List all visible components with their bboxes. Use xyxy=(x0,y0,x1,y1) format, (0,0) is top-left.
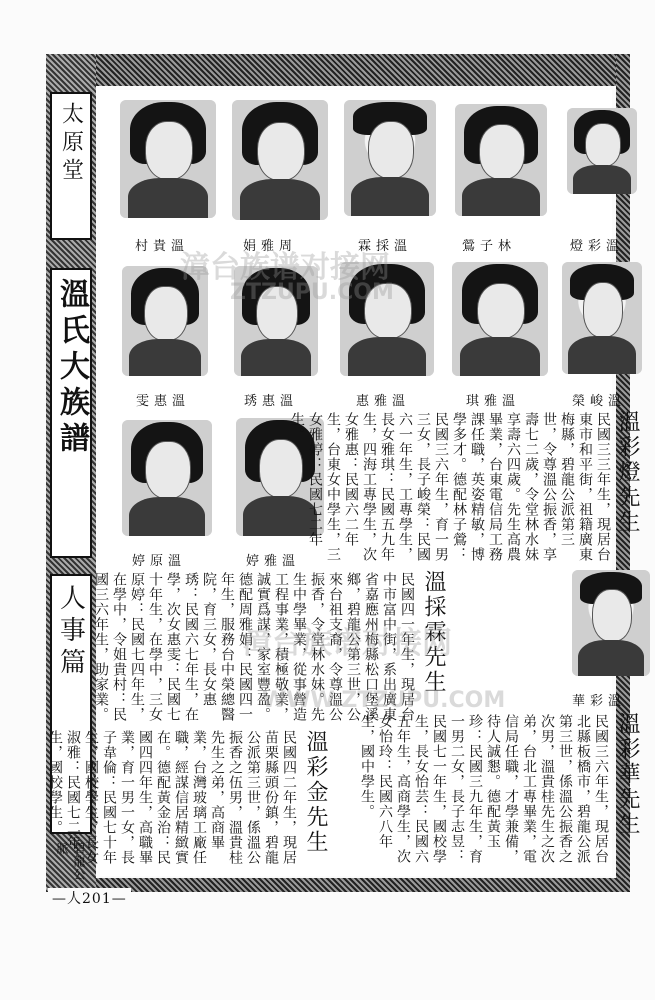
watermark: WWW.ZTZUPU.COM xyxy=(262,688,506,713)
photo-caption: 溫彩燈 xyxy=(570,239,625,254)
bio-text: 民國四二年生，現居苗栗縣頭份鎮，碧龍公派第三世，係溫公振香之伍男，溫貴桂先生之弟，高商畢業，台灣玻璃工廠任職，經謀信居精緻實在。德配黃金治：民國四四年生，高職畢業，育一男一女，長子韋倫：民國七十年生，國校學生，長女淑雅：民國七二年生，國校學生。 xyxy=(47,730,297,865)
bio-heading: 溫採霖先生 xyxy=(421,570,446,695)
clan-hall-title: 太原堂 xyxy=(58,102,84,186)
photo-caption: 溫原婷 xyxy=(132,554,187,569)
portrait-photo xyxy=(452,262,548,376)
page-number: —人201— xyxy=(48,888,131,908)
photo-caption: 溫雅婷 xyxy=(246,554,301,569)
photo-caption: 林子鶯 xyxy=(462,239,517,254)
photo-caption: 溫惠琇 xyxy=(244,394,299,409)
photo-caption: 溫雅琪 xyxy=(466,394,521,409)
portrait-photo xyxy=(572,570,650,676)
family-title-box xyxy=(50,268,92,558)
photo-caption: 溫雅惠 xyxy=(356,394,411,409)
portrait-photo xyxy=(232,100,328,220)
photo-caption: 周雅娟 xyxy=(243,239,298,254)
branch-label: 碧龍公脈 xyxy=(55,842,86,881)
watermark: 漳台族谱对接网 xyxy=(242,626,452,661)
family-title: 溫氏大族譜 xyxy=(54,278,89,458)
portrait-photo xyxy=(120,100,216,218)
portrait-photo xyxy=(562,262,642,374)
section-title: 人事篇 xyxy=(55,584,86,680)
bio-heading: 溫彩金先生 xyxy=(303,730,328,855)
bio-text: 民國三三年生，現居台東市和平街，祖籍廣東梅縣，碧龍公派第三世，令尊溫公振香，享壽七二歲，令堂林水妹享壽六四歲。先生高農畢業，台東電信局工務課任職，英姿精敏，博學多才。德配林子鶯：民國三六年生，育一男三女，長子峻榮：民國六一年生，工專學生，長女雅琪：民國五九年生，四海工專學生，次女雅惠：民國六二年生，台東女中學生，三女雅婷：民國七二年生。 xyxy=(289,412,611,562)
photo-caption: 溫惠雯 xyxy=(136,394,191,409)
bio-heading: 溫彩燈先生 xyxy=(615,410,640,535)
watermark: ZTZUPU.COM xyxy=(230,280,394,305)
bio-heading: 溫彩華先生 xyxy=(615,712,640,837)
photo-caption: 溫採霖 xyxy=(358,239,413,254)
top-border-band xyxy=(46,54,630,86)
photo-caption: 溫貴村 xyxy=(135,239,190,254)
bio-text: 民國四一年生，現居台中市富中街，系出廣東省嘉應州梅縣松口堡溪鄉，碧龍公第三世，公來台祖支裔，令尊溫公振香，令堂林水妹。先生中學畢業，從事營造工程事業，積極敬業，誠實爲謀，家室豐盈。德配周雅娟：民國四一年生，服務台中榮總醫院，育三女，長女惠琇：民國六七年生，在學，次女惠雯：民國七十年生，在學中，三女原婷：民國七四年生，在學中，令姐貴村：民國三六年生，助家業。 xyxy=(93,572,415,722)
portrait-photo xyxy=(344,100,436,216)
photo-caption: 溫彩華 xyxy=(572,694,627,709)
portrait-photo xyxy=(122,420,212,536)
bottom-border-band xyxy=(96,878,630,892)
watermark: 漳台族谱对接网 xyxy=(180,250,390,285)
bio-text: 民國三六年生，現居台北縣板橋市，碧龍公派第三世，係溫公振香之次男，溫貴桂先生之次弟，台北工專畢業，電信局任職，才學兼備，待人誠懇。德配黃玉珍：民國三九年生，育一男二女，長子志昱：民國七一年生，國校學生，長女怡芸：民國六五年生，高商學生，次女怡玲：民國六八年生，國中學生。 xyxy=(359,714,609,864)
portrait-photo xyxy=(567,108,637,194)
photo-caption: 溫峻榮 xyxy=(572,394,627,409)
portrait-photo xyxy=(455,104,547,216)
clan-hall-box xyxy=(50,92,92,240)
